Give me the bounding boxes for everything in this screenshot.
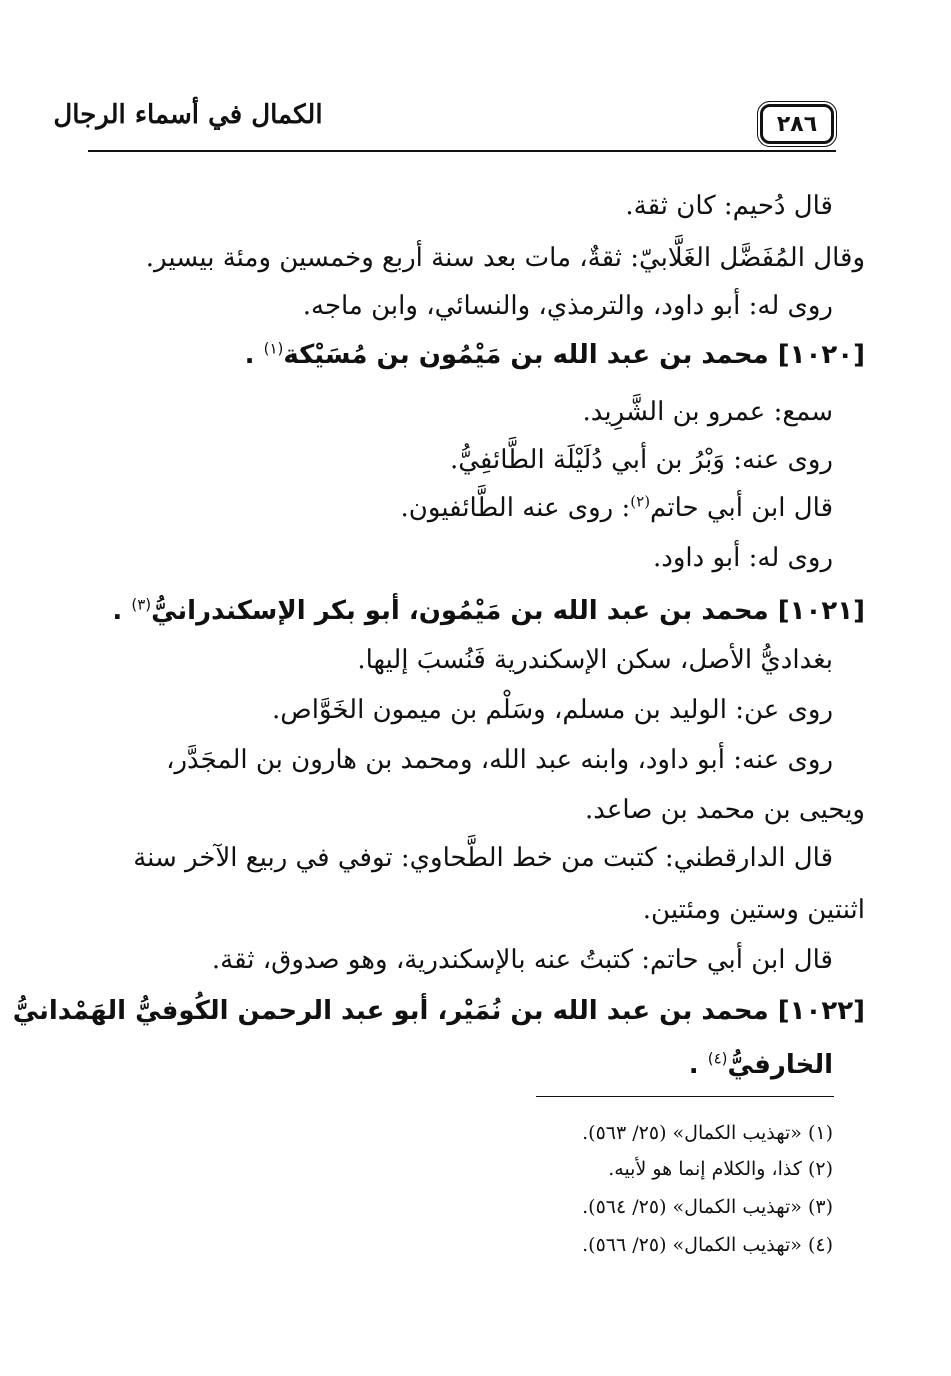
footnote-ref: (١) (263, 339, 284, 358)
entry-number: [١٠٢٠] (777, 340, 865, 370)
footnote-3: (٣) «تهذيب الكمال» (٢٥/ ٥٦٤). (582, 1196, 833, 1218)
text-line: روى له: أبو داود، والترمذي، والنسائي، وابن ماجه. (302, 291, 833, 321)
text-line: روى عنه: أبو داود، وابنه عبد الله، ومحمد بن هارون بن المجَدَّر، (166, 745, 833, 775)
text-line (401, 488, 833, 528)
text-line: روى له: أبو داود. (653, 543, 833, 573)
footnote-ref: (٣) (131, 595, 152, 614)
text-segment: : روى عنه الطَّائفيون. (400, 493, 631, 523)
text-line: سمع: عمرو بن الشَّرِيد. (582, 397, 833, 427)
entry-name: محمد بن عبد الله بن نُمَيْر، أبو عبد الرحمن الكُوفيُّ الهَمْدانيُّ (12, 996, 769, 1026)
text-line: اثنتين وستين ومئتين. (642, 895, 865, 925)
entry-heading-1022-cont (689, 1044, 833, 1086)
running-head-title: الكمال في أسماء الرجال (53, 100, 323, 130)
footnote-ref: (٢) (630, 492, 651, 511)
entry-heading-1022 (13, 990, 865, 1032)
entry-end: . (244, 340, 255, 370)
entry-name: محمد بن عبد الله بن مَيْمُون، أبو بكر الإسكندرانيُّ (151, 596, 769, 626)
page-number: ٢٨٦ (760, 104, 834, 144)
entry-number: [١٠٢٢] (777, 996, 865, 1026)
footnote-1: (١) «تهذيب الكمال» (٢٥/ ٥٦٣). (582, 1122, 833, 1144)
footnote-4: (٤) «تهذيب الكمال» (٢٥/ ٥٦٦). (582, 1234, 833, 1256)
header-rule (88, 150, 836, 152)
text-line: ويحيى بن محمد بن صاعد. (584, 795, 865, 825)
text-line: قال الدارقطني: كتبت من خط الطَّحاوي: توفي في ربيع الآخر سنة (133, 843, 833, 873)
entry-end: . (688, 1050, 699, 1080)
entry-end: . (112, 596, 123, 626)
text-line: وقال المُفَضَّل الغَلَّابيّ: ثقةٌ، مات بعد سنة أربع وخمسين ومئة بيسير. (145, 243, 865, 273)
text-line: روى عنه: وَبْرُ بن أبي دُلَيْلَة الطَّائفِيُّ. (449, 445, 833, 475)
footnote-ref: (٤) (707, 1049, 728, 1068)
text-line: قال دُحيم: كان ثقة. (625, 191, 833, 221)
entry-heading-1020 (245, 334, 865, 376)
entry-number: [١٠٢١] (777, 596, 865, 626)
entry-name-cont: الخارفيُّ (727, 1050, 833, 1080)
text-line: بغداديُّ الأصل، سكن الإسكندرية فَنُسبَ إليها. (357, 645, 833, 675)
text-segment: قال ابن أبي حاتم (650, 493, 833, 523)
footnote-2: (٢) كذا، والكلام إنما هو لأبيه. (608, 1158, 833, 1180)
text-line: روى عن: الوليد بن مسلم، وسَلْم بن ميمون الخَوَّاص. (272, 695, 833, 725)
footnote-separator (536, 1096, 834, 1097)
entry-heading-1021 (112, 590, 865, 632)
text-line: قال ابن أبي حاتم: كتبتُ عنه بالإسكندرية، وهو صدوق، ثقة. (211, 945, 833, 975)
entry-name: محمد بن عبد الله بن مَيْمُون بن مُسَيْكة (283, 340, 769, 370)
